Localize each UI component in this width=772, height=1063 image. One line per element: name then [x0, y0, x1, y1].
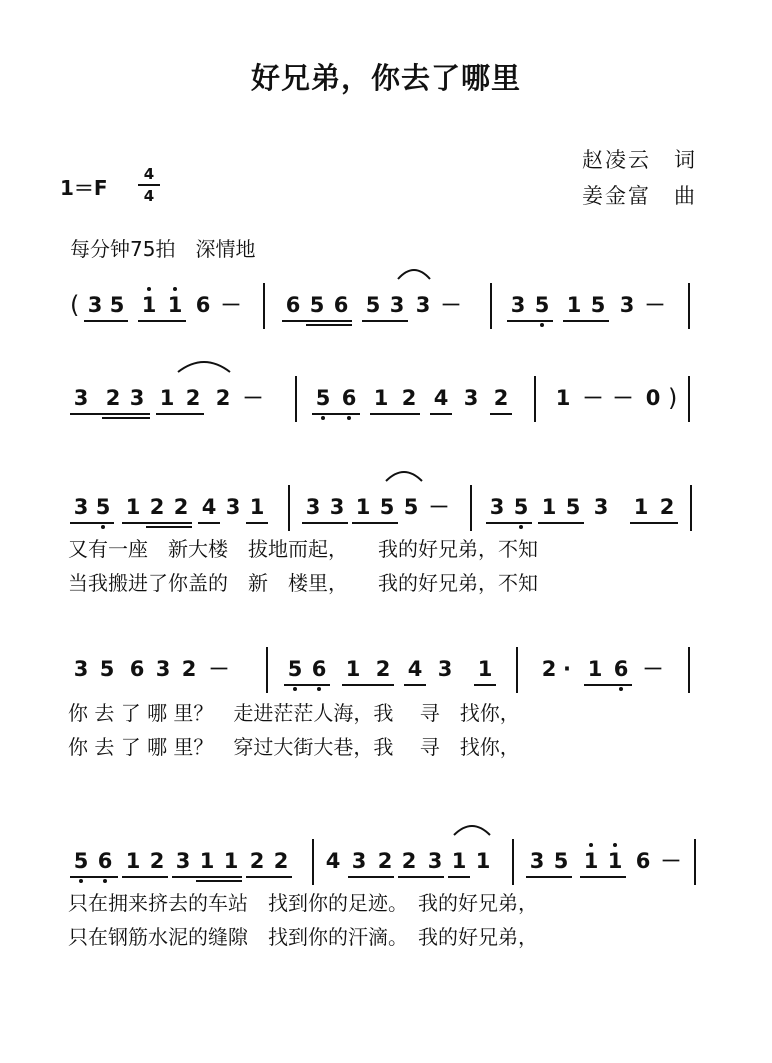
note: 1: [164, 293, 186, 317]
note: 2: [149, 849, 165, 873]
note: 2: [375, 657, 391, 681]
notes-row: [0, 487, 772, 535]
underline: [70, 413, 150, 415]
note: 3: [351, 849, 367, 873]
low-octave-dot: [101, 525, 105, 529]
note: 1: [138, 293, 160, 317]
note: 5: [403, 495, 419, 519]
lyric-verse-1: 你 去 了 哪 里？ 走进茫茫人海，我 寻 找你，: [68, 701, 520, 725]
low-octave-dot: [79, 879, 83, 883]
note: 2: [215, 386, 231, 410]
double-underline: [196, 880, 242, 882]
note: 1: [355, 495, 371, 519]
underline: [362, 320, 408, 322]
notes-row: [0, 841, 772, 889]
note: 1: [345, 657, 361, 681]
note: 3: [129, 386, 145, 410]
note: 3: [463, 386, 479, 410]
note: 3: [389, 293, 405, 317]
note: 3: [510, 293, 526, 317]
low-octave-dot: [321, 416, 325, 420]
tempo-marking: 每分钟75拍 深情地: [70, 237, 256, 261]
bar-line: [512, 839, 514, 885]
note: 4: [407, 657, 423, 681]
note: 2: [173, 495, 189, 519]
note: 2: [185, 386, 201, 410]
underline: [122, 876, 168, 878]
note: 2: [273, 849, 289, 873]
underline: [198, 522, 220, 524]
note: 3: [593, 495, 609, 519]
dash: －: [208, 657, 230, 681]
note: 5: [510, 495, 532, 519]
dash: －: [644, 293, 666, 317]
dash: －: [642, 657, 664, 681]
lyric-verse-2: 只在钢筋水泥的缝隙 找到你的汗滴。 我的好兄弟，: [68, 925, 538, 949]
underline: [284, 684, 330, 686]
low-octave-dot: [103, 879, 107, 883]
key-signature: 1＝F: [60, 176, 108, 200]
bar-line: [312, 839, 314, 885]
note: 1: [249, 495, 265, 519]
dash: －: [242, 386, 264, 410]
note: 2: [401, 386, 417, 410]
underline: [563, 320, 609, 322]
notes-row: [0, 285, 772, 333]
bar-line: [694, 839, 696, 885]
note: 4: [201, 495, 217, 519]
note: 3: [73, 386, 89, 410]
dot: ·: [563, 657, 571, 681]
note: 5: [565, 495, 581, 519]
note: 5: [309, 293, 325, 317]
high-octave-dot: [613, 843, 617, 847]
tie-arc: [384, 465, 424, 483]
bar-line: [288, 485, 290, 531]
notes-row: [0, 378, 772, 426]
note: 3: [427, 849, 443, 873]
note: 6: [94, 849, 116, 873]
note: 5: [92, 495, 114, 519]
note: 5: [312, 386, 334, 410]
note: 2: [377, 849, 393, 873]
note: 2: [493, 386, 509, 410]
tie-arc: [176, 356, 232, 374]
high-octave-dot: [589, 843, 593, 847]
note: 3: [87, 293, 103, 317]
underline: [474, 684, 496, 686]
note: 1: [373, 386, 389, 410]
lyric-verse-1: 又有一座 新大楼 拔地而起， 我的好兄弟，不知: [68, 537, 538, 561]
underline: [352, 522, 398, 524]
note: 1: [159, 386, 175, 410]
underline: [526, 876, 572, 878]
double-underline: [102, 417, 150, 419]
underline: [246, 522, 268, 524]
note: 3: [437, 657, 453, 681]
note: 6: [195, 293, 211, 317]
underline: [122, 522, 192, 524]
low-octave-dot: [317, 687, 321, 691]
open-paren: (: [70, 291, 80, 319]
underline: [172, 876, 242, 878]
note: 1: [541, 495, 557, 519]
note: 4: [433, 386, 449, 410]
note: 5: [379, 495, 395, 519]
underline: [448, 876, 470, 878]
tie-arc: [452, 819, 492, 837]
bar-line: [688, 283, 690, 329]
note: 1: [604, 849, 626, 873]
note: 3: [329, 495, 345, 519]
note: 3: [619, 293, 635, 317]
note: 2: [105, 386, 121, 410]
bar-line: [295, 376, 297, 422]
note: 1: [451, 849, 467, 873]
time-signature-top: 4: [143, 165, 155, 183]
note: 2: [401, 849, 417, 873]
note: 1: [199, 849, 215, 873]
underline: [584, 684, 632, 686]
note: 1: [587, 657, 603, 681]
high-octave-dot: [147, 287, 151, 291]
tie-arc: [396, 263, 432, 281]
note: 5: [531, 293, 553, 317]
note: 5: [109, 293, 125, 317]
dash: －: [612, 386, 634, 410]
low-octave-dot: [619, 687, 623, 691]
note: 4: [325, 849, 341, 873]
note: 1: [555, 386, 571, 410]
notes-row: [0, 649, 772, 697]
underline: [490, 413, 512, 415]
lyric-verse-1: 只在拥来挤去的车站 找到你的足迹。 我的好兄弟，: [68, 891, 538, 915]
underline: [312, 413, 360, 415]
underline: [348, 876, 394, 878]
note: 2: [181, 657, 197, 681]
underline: [138, 320, 186, 322]
low-octave-dot: [540, 323, 544, 327]
underline: [246, 876, 292, 878]
note: 6: [308, 657, 330, 681]
note: 2: [659, 495, 675, 519]
time-signature-line: [138, 184, 160, 186]
high-octave-dot: [173, 287, 177, 291]
note: 1: [580, 849, 602, 873]
underline: [84, 320, 128, 322]
underline: [282, 320, 352, 322]
note: 1: [223, 849, 239, 873]
note: 5: [284, 657, 306, 681]
underline: [302, 522, 348, 524]
note: 6: [635, 849, 651, 873]
note: 1: [566, 293, 582, 317]
bar-line: [688, 647, 690, 693]
song-title: 好兄弟，你去了哪里: [250, 61, 521, 95]
underline: [486, 522, 532, 524]
time-signature-bottom: 4: [143, 187, 155, 205]
close-paren: ): [668, 384, 678, 412]
underline: [430, 413, 452, 415]
note: 3: [489, 495, 505, 519]
underline: [70, 522, 114, 524]
rest: 0: [645, 386, 661, 410]
double-underline: [146, 526, 192, 528]
bar-line: [263, 283, 265, 329]
underline: [580, 876, 626, 878]
note: 5: [365, 293, 381, 317]
dash: －: [582, 386, 604, 410]
bar-line: [266, 647, 268, 693]
bar-line: [516, 647, 518, 693]
low-octave-dot: [347, 416, 351, 420]
dash: －: [660, 849, 682, 873]
note: 2: [149, 495, 165, 519]
double-underline: [306, 324, 352, 326]
note: 1: [477, 657, 493, 681]
bar-line: [534, 376, 536, 422]
note: 3: [305, 495, 321, 519]
bar-line: [690, 485, 692, 531]
note: 6: [610, 657, 632, 681]
dash: －: [220, 293, 242, 317]
lyric-verse-2: 当我搬进了你盖的 新 楼里， 我的好兄弟，不知: [68, 571, 538, 595]
bar-line: [470, 485, 472, 531]
note: 3: [175, 849, 191, 873]
note: 6: [333, 293, 349, 317]
time-signature: [136, 165, 162, 205]
underline: [398, 876, 444, 878]
low-octave-dot: [519, 525, 523, 529]
underline: [538, 522, 584, 524]
note: 1: [633, 495, 649, 519]
note: 2: [541, 657, 557, 681]
composer-credit: 姜金富 曲: [582, 184, 697, 208]
lyricist-credit: 赵凌云 词: [582, 148, 697, 172]
low-octave-dot: [293, 687, 297, 691]
dash: －: [440, 293, 462, 317]
note: 5: [99, 657, 115, 681]
bar-line: [490, 283, 492, 329]
note: 6: [285, 293, 301, 317]
underline: [630, 522, 678, 524]
note: 1: [125, 849, 141, 873]
underline: [342, 684, 394, 686]
note: 5: [590, 293, 606, 317]
note: 3: [225, 495, 241, 519]
underline: [370, 413, 420, 415]
note: 1: [125, 495, 141, 519]
note: 3: [155, 657, 171, 681]
note: 5: [70, 849, 92, 873]
lyric-verse-2: 你 去 了 哪 里？ 穿过大街大巷，我 寻 找你，: [68, 735, 520, 759]
underline: [507, 320, 553, 322]
bar-line: [688, 376, 690, 422]
note: 3: [529, 849, 545, 873]
underline: [70, 876, 118, 878]
note: 3: [415, 293, 431, 317]
note: 3: [73, 657, 89, 681]
underline: [404, 684, 426, 686]
note: 5: [553, 849, 569, 873]
note: 2: [249, 849, 265, 873]
note: 3: [73, 495, 89, 519]
note: 6: [338, 386, 360, 410]
dash: －: [428, 495, 450, 519]
note: 6: [129, 657, 145, 681]
underline: [156, 413, 204, 415]
note: 1: [475, 849, 491, 873]
